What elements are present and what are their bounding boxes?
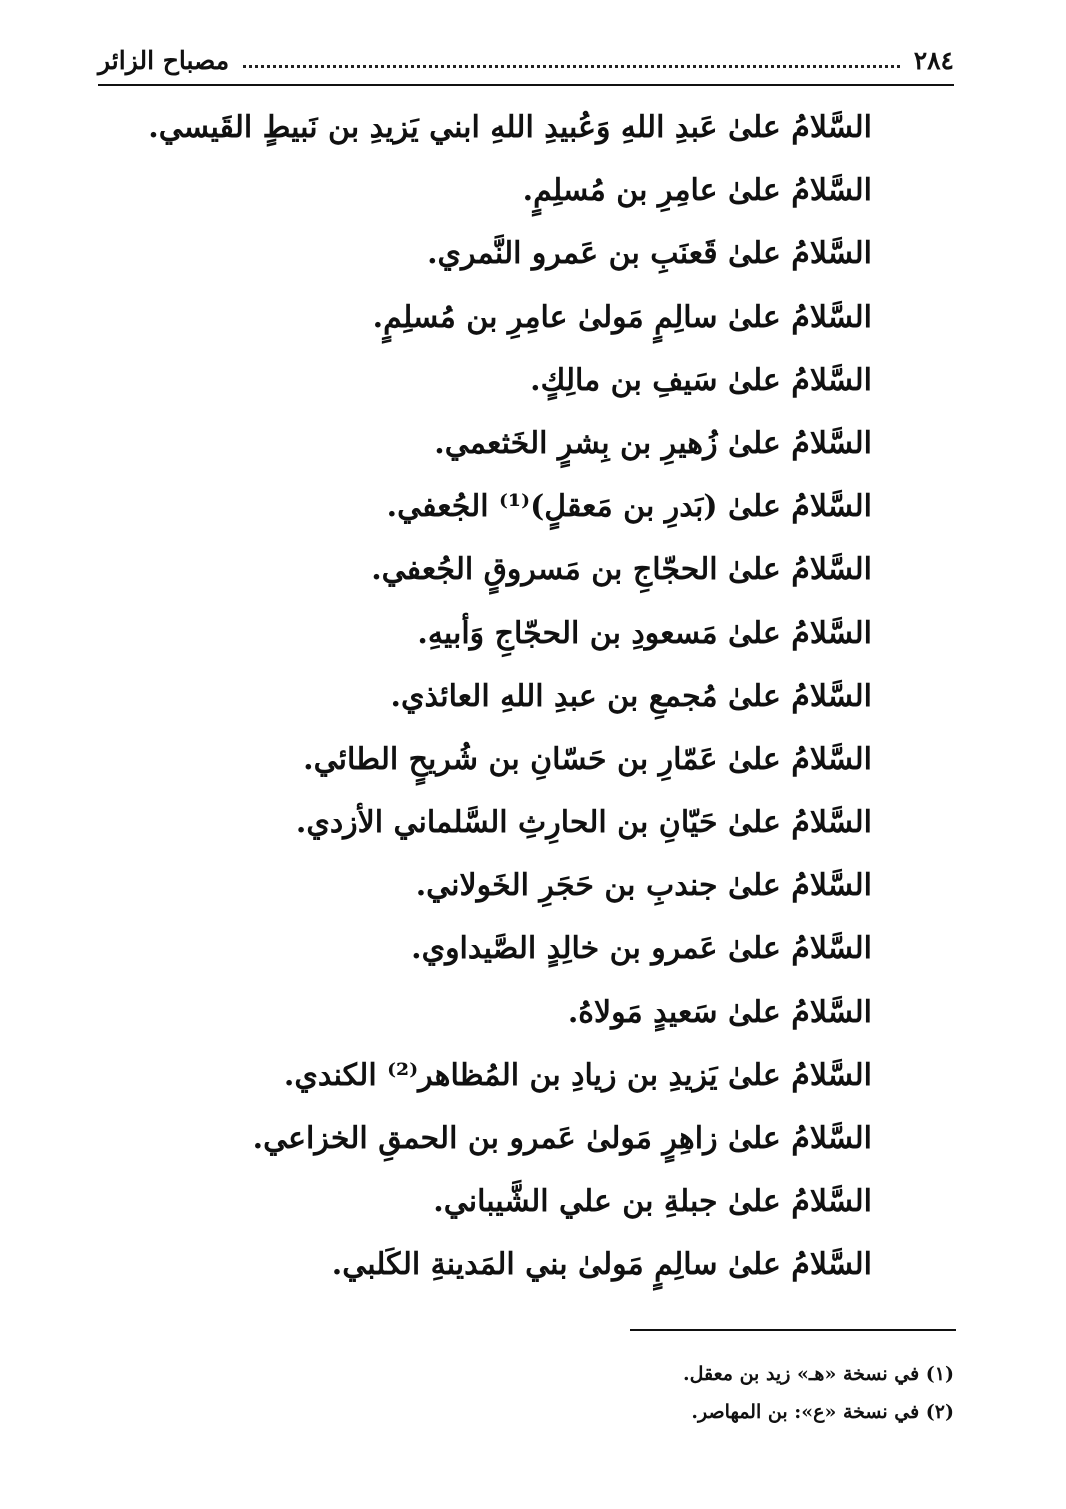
book-title: مصباح الزائر bbox=[98, 45, 230, 75]
footnote-divider bbox=[630, 1329, 956, 1331]
salutation-line: السَّلامُ علىٰ عَمرو بن خالِدٍ الصَّيداوي. bbox=[411, 931, 872, 967]
salutation-line: السَّلامُ علىٰ زاهِرٍ مَولىٰ عَمرو بن الحمقِ الخزاعي. bbox=[252, 1121, 872, 1156]
salutation-line: السَّلامُ علىٰ جندبِ بن حَجَرِ الخَولاني. bbox=[415, 868, 872, 904]
salutation-line: السَّلامُ علىٰ حَيّانِ بن الحارِثِ السَّلماني الأزدي. bbox=[295, 805, 872, 841]
salutation-line: السَّلامُ علىٰ سَيفِ بن مالِكٍ. bbox=[530, 362, 872, 398]
salutation-line: السَّلامُ علىٰ زُهيرِ بن بِشرٍ الخَثعمي. bbox=[434, 425, 872, 461]
salutation-line: السَّلامُ علىٰ عامِرِ بن مُسلِمٍ. bbox=[522, 173, 872, 209]
footnotes bbox=[454, 1355, 954, 1431]
page-header bbox=[98, 36, 954, 86]
header-dot-leader bbox=[243, 65, 900, 68]
salutation-line: السَّلامُ علىٰ مُجمعِ بن عبدِ اللهِ العائذي. bbox=[390, 678, 872, 714]
salutation-line: السَّلامُ علىٰ سَعيدٍ مَولاهُ. bbox=[567, 994, 872, 1030]
salutation-line: السَّلامُ علىٰ عَمّارِ بن حَسّانِ بن شُريحٍ الطائي. bbox=[303, 741, 872, 777]
salutation-list bbox=[148, 96, 872, 1297]
salutation-line: السَّلامُ علىٰ سالِمٍ مَولىٰ عامِرِ بن مُسلِمٍ. bbox=[372, 299, 872, 335]
page-number: ٢٨٤ bbox=[913, 45, 954, 75]
salutation-line: السَّلامُ علىٰ عَبدِ اللهِ وَعُبيدِ اللهِ ابني يَزيدِ بن نَبيطٍ القَيسي. bbox=[148, 110, 872, 145]
salutation-line: السَّلامُ علىٰ يَزيدِ بن زيادِ بن المُظاهر⁽²⁾ الكندي. bbox=[283, 1057, 872, 1093]
salutation-line: السَّلامُ علىٰ سالِمٍ مَولىٰ بني المَدينةِ الكَلبي. bbox=[331, 1247, 872, 1283]
salutation-line: السَّلامُ علىٰ جبلةِ بن علي الشَّيباني. bbox=[433, 1184, 872, 1220]
footnote-1: (١) في نسخة «هـ» زيد بن معقل. bbox=[683, 1363, 954, 1385]
salutation-line: السَّلامُ علىٰ (بَدرِ بن مَعقلٍ)⁽¹⁾ الجُعفي. bbox=[386, 489, 872, 525]
footnote-2: (٢) في نسخة «ع»: بن المهاصر. bbox=[691, 1401, 954, 1423]
salutation-line: السَّلامُ علىٰ مَسعودِ بن الحجّاجِ وَأبيهِ. bbox=[417, 615, 872, 651]
salutation-line: السَّلامُ علىٰ قَعنَبِ بن عَمرو النَّمري. bbox=[427, 236, 872, 272]
salutation-line: السَّلامُ علىٰ الحجّاجِ بن مَسروقٍ الجُعفي. bbox=[371, 552, 872, 588]
